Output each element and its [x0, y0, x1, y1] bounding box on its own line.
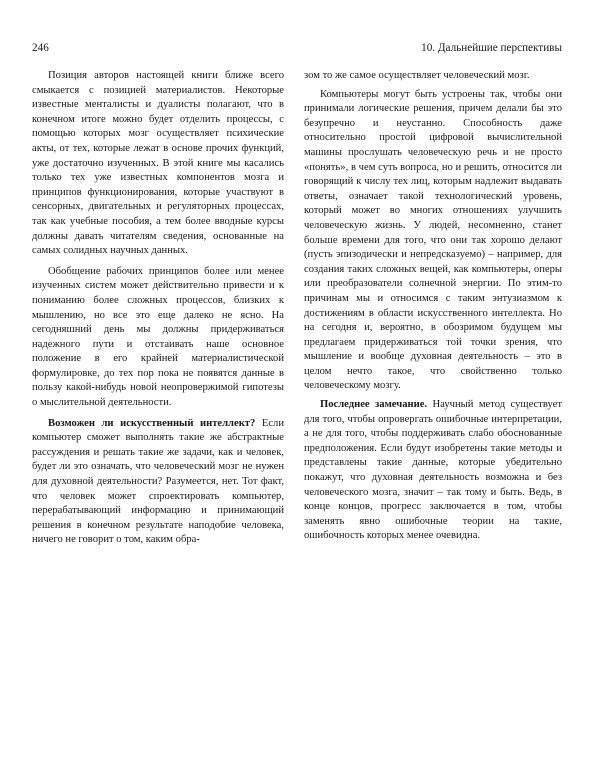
- final-remark-body: Научный метод существует для того, чтобы опровергать ошибочные интерпретации, а не для того, чтобы поддерживать слабо обоснованные предположения. Если будут изобретены такие методы и представлены такие данные, которые убедительно покажут, что духовная деятельность возможна и без человеческого мозга, значит – так тому и быть. Ведь, в конце концов, прогресс заключается в том, чтобы заменять явно ошибочные теории на такие, ошибочность которых менее очевидна.: [304, 399, 562, 542]
- page-number: 246: [32, 42, 49, 54]
- left-column: [32, 69, 284, 548]
- ai-question-body: Если компьютер сможет выполнять такие же абстрактные рассуждения и решать такие же задачи, как и человек, будет ли это означать, что человеческий мозг не нужен для духовной деятельности? Разумеется, нет. Тот факт, что человек может спроектировать компьютер, перерабатывающий информацию и принимающий решения в конечном результате наподобие человека, ничего не говорит о том, каким обра-: [32, 417, 285, 546]
- chapter-title: 10. Дальнейшие перспективы: [421, 42, 562, 54]
- ai-question-heading: Возможен ли искусственный интеллект?: [48, 417, 256, 429]
- right-column: [304, 69, 562, 544]
- paragraph-materialists: Позиция авторов настоящей книги ближе всего смыкается с позицией материалистов. Некоторые известные менталисты и дуалисты полагают, что в конечном итоге можно будет отделить процессы, с помощью которых мозг осуществляет психические акты, от тех, которые лежат в основе прочих функций, уже достаточно изученных. В этой книге мы касались только тех уже известных компонентов мозга и принципов функционирования, которые участвуют в сенсорных, двигательных и регуляторных процессах, так как учебные пособия, а тем более вводные курсы должны давать читателям сведения, основанные на самых солидных научных данных.: [32, 70, 284, 257]
- paragraph-computers: Компьютеры могут быть устроены так, чтобы они принимали логические решения, причем делали бы это безупречно и неустанно. Способность даже относительно простой цифровой вычислительной машины прослушать человеческую речь и не просто «понять», в чем суть вопроса, но и решить, относится ли говорящий к числу тех лиц, которым надлежит выдавать ответы, означает такой технологический уровень, который может во многих отношениях улучшить человеческую жизнь. У людей, несомненно, станет больше времени для того, что они так хорошо делают (пусть эпизодически и непредсказуемо) – например, для создания таких сложных вещей, как компьютеры, оперы или преобразователи солнечной энергии. По этим-то причинам мы и относимся с таким энтузиазмом к достижениям в области искусственного интеллекта. Но на сегодня и, вероятно, в обозримом будущем мы предлагаем придерживаться той точки зрения, что мышление и вообще духовная деятельность – это в целом нечто такое, что свойственно только человеческому мозгу.: [304, 88, 562, 392]
- paragraph-continuation: зом то же самое осуществляет человеческий мозг.: [304, 70, 530, 81]
- running-header: [32, 40, 562, 56]
- paragraph-final-remark: [304, 398, 562, 544]
- paragraph-ai-question: [32, 417, 284, 548]
- final-remark-heading: Последнее замечание.: [320, 399, 428, 411]
- paragraph-generalization: Обобщение рабочих принципов более или менее изученных систем может действительно привести и к пониманию более сложных процессов, близких к мышлению, но все это еще далеко не ясно. На сегодняшний день мы должны придерживаться надежного пути и отстаивать наше основное положение в его крайней материалистической формулировке, до тех пор пока не появятся данные в пользу какой-нибудь новой неопровержимой гипотезы о мыслительной деятельности.: [32, 265, 284, 409]
